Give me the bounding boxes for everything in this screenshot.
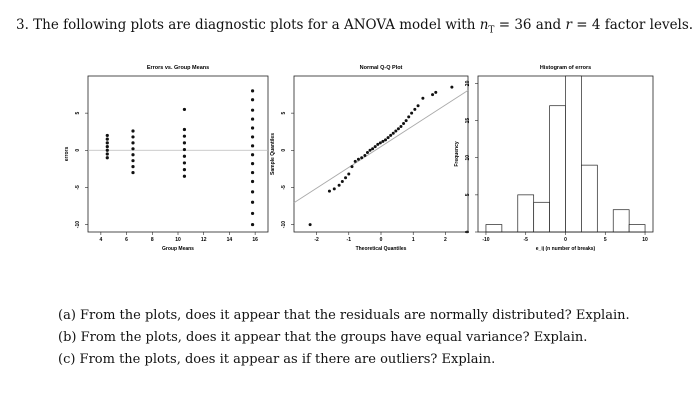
x-tick-label: -1 [346,237,352,243]
question-a: (a) From the plots, does it appear that the residuals are normally distributed? Explain. [58,308,630,323]
histogram-bar [629,225,645,232]
residual-point [131,147,134,150]
errors-vs-group-means-plot [58,62,273,252]
qq-point [371,147,374,150]
x-tick-label: 12 [200,237,207,243]
plot-title: Histogram of errors [539,65,592,71]
x-axis-label: Group Means [162,246,194,252]
x-tick-label: 10 [642,237,648,243]
r-symbol: r [565,17,572,33]
x-tick-label: 2 [444,237,447,243]
qq-point [410,112,413,115]
y-tick-label: -5 [281,185,287,190]
residual-point [106,141,109,144]
y-tick-label: -10 [281,220,287,229]
x-tick-label: -5 [523,237,528,243]
residual-point [251,135,254,138]
plot-title: Normal Q-Q Plot [359,65,403,71]
qq-point [413,108,416,111]
y-tick-label: 15 [465,117,471,124]
qq-point [381,140,384,143]
x-tick-label: 14 [226,237,233,243]
residual-point [183,108,186,111]
qq-point [360,156,363,159]
qq-point [389,134,392,137]
x-tick-label: -10 [482,237,490,243]
residual-point [251,109,254,112]
histogram-bar [566,76,582,232]
qq-point [376,143,379,146]
x-axis-label: e_ij (n number of breaks) [535,246,596,252]
residual-point [183,168,186,171]
qq-point [309,223,312,226]
residual-point [131,141,134,144]
qq-point [431,93,434,96]
y-tick-label: 10 [465,154,471,161]
qq-point [366,151,369,154]
question-c: (c) From the plots, does it appear as if there are outliers? Explain. [58,352,496,367]
problem-statement [16,17,693,36]
x-tick-label: 4 [99,237,103,243]
histogram-bar [486,225,502,232]
x-axis-label: Theoretical Quantiles [355,246,407,252]
qq-point [328,190,331,193]
residual-point [251,171,254,174]
x-tick-label: 10 [175,237,181,243]
qq-point [344,176,347,179]
residual-point [183,128,186,131]
y-tick-label: 20 [465,80,471,87]
problem-intro: 3. The following plots are diagnostic plots for a ANOVA model with [16,17,480,33]
y-tick-label: 0 [75,148,81,152]
y-axis-label: errors [64,146,70,162]
qq-point [394,129,397,132]
residual-point [106,145,109,148]
qq-point [347,173,350,176]
residual-point [251,201,254,204]
residual-point [131,153,134,156]
plot-frame [294,76,468,232]
residual-point [251,190,254,193]
histogram-bar [518,195,534,232]
qq-point [341,180,344,183]
residual-point [106,134,109,137]
x-tick-label: 0 [379,237,383,243]
qq-point [338,184,341,187]
qq-point [354,160,357,163]
residual-point [251,162,254,165]
qq-point [384,138,387,141]
residual-point [106,152,109,155]
x-tick-label: 6 [125,237,128,243]
histogram-bar [581,165,597,232]
questions-list [58,305,630,371]
residual-point [251,223,254,226]
nt-subscript: T [488,25,495,36]
residual-point [183,141,186,144]
qq-point [421,97,424,100]
x-tick-label: 16 [252,237,258,243]
residual-point [251,180,254,183]
qq-point [407,115,410,118]
x-tick-label: 0 [564,237,567,243]
y-axis-label: Sample Quantiles [270,133,276,175]
histogram-bar [534,202,550,232]
y-tick-label: 5 [465,193,471,197]
qq-point [357,158,360,161]
y-tick-label: 0 [465,230,471,234]
qq-point [417,104,420,107]
histogram-bar [613,210,629,232]
qq-point [369,149,372,152]
qq-point [392,132,395,135]
qq-point [387,136,390,139]
qq-point [402,122,405,125]
x-tick-label: 8 [150,237,154,243]
qq-reference-line [294,90,468,202]
y-axis-label: Frequency [454,141,460,167]
residual-point [251,98,254,101]
qq-point [399,125,402,128]
x-tick-label: -2 [314,237,319,243]
residual-point [251,126,254,129]
histogram-bar [550,106,566,232]
y-tick-label: 5 [281,111,287,115]
residual-point [131,171,134,174]
qq-point [333,187,336,190]
residual-point [106,149,109,152]
r-value: = 4 factor levels. [571,17,694,33]
residual-point [183,175,186,178]
qq-point [374,145,377,148]
plot-frame [88,76,268,232]
residual-point [131,129,134,132]
residual-point [251,117,254,120]
residual-point [251,89,254,92]
nt-value: = 36 and [494,17,566,33]
residual-point [106,138,109,141]
qq-point [363,154,366,157]
qq-point [405,119,408,122]
residual-point [131,135,134,138]
residual-point [183,161,186,164]
y-tick-label: 0 [281,148,287,152]
x-tick-label: 1 [411,237,415,243]
residual-point [183,135,186,138]
residual-point [131,159,134,162]
residual-point [183,155,186,158]
question-b: (b) From the plots, does it appear that the groups have equal variance? Explain. [58,330,588,345]
qq-point [379,141,382,144]
nt-symbol: n [479,17,489,33]
plot-title: Errors vs. Group Means [146,65,210,71]
x-tick-label: 5 [603,237,607,243]
residual-point [251,144,254,147]
qq-point [434,91,437,94]
y-tick-label: 5 [75,111,81,115]
qq-point [351,165,354,168]
residual-point [183,148,186,151]
y-tick-label: -5 [75,185,81,190]
residual-point [131,165,134,168]
residual-point [106,156,109,159]
qq-point [397,127,400,130]
residual-point [251,212,254,215]
residual-point [251,153,254,156]
y-tick-label: -10 [75,220,81,229]
histogram-of-errors-plot [448,62,663,252]
normal-qq-plot [268,62,478,252]
